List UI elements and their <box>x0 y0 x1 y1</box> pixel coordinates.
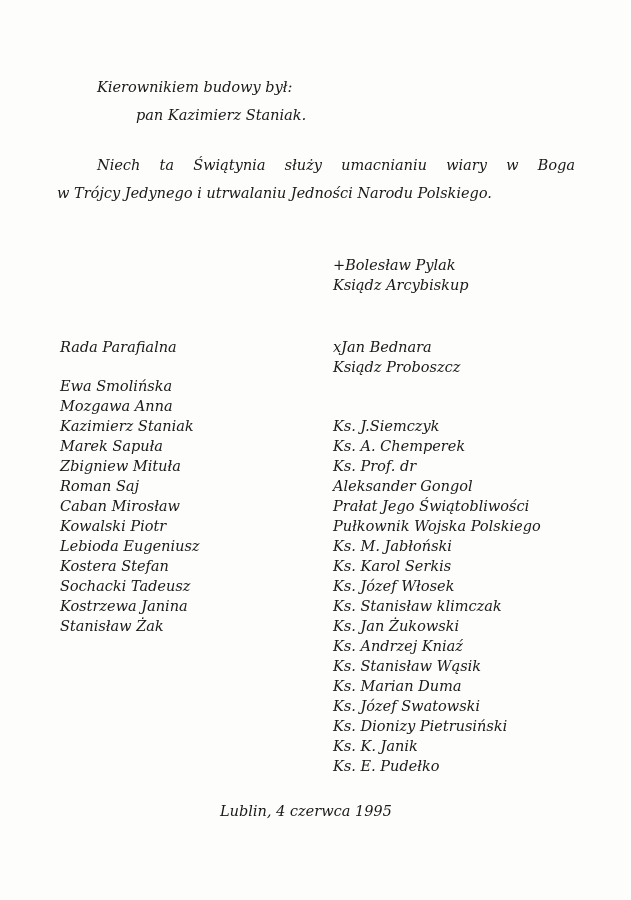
archbishop-title: Ksiądz Arcybiskup <box>333 278 469 294</box>
list-item: Prałat Jego Świątobliwości <box>333 499 530 515</box>
list-item: Zbigniew Mituła <box>60 459 181 475</box>
construction-manager-heading: Kierownikiem budowy był: <box>97 80 293 96</box>
list-item: Ks. M. Jabłoński <box>333 539 452 555</box>
list-item: Ks. Stanisław Wąsik <box>333 659 482 675</box>
construction-manager-name: pan Kazimierz Staniak. <box>136 108 307 124</box>
list-item: Ks. Jan Żukowski <box>333 619 460 635</box>
list-item: Lebioda Eugeniusz <box>60 539 200 555</box>
list-item: Ks. K. Janik <box>333 739 418 755</box>
list-item: Pułkownik Wojska Polskiego <box>333 519 541 535</box>
list-item: Ks. Marian Duma <box>333 679 462 695</box>
list-item: Aleksander Gongol <box>333 479 473 495</box>
pastor-name: xJan Bednara <box>333 340 432 356</box>
pastor-title: Ksiądz Proboszcz <box>333 360 461 376</box>
list-item: Marek Sapuła <box>60 439 163 455</box>
archbishop-signature-block <box>333 256 469 296</box>
list-item: Caban Mirosław <box>60 499 180 515</box>
list-item: Ks. Józef Swatowski <box>333 699 481 715</box>
dedication-line-2: w Trójcy Jedynego i utrwalaniu Jedności Narodu Polskiego. <box>57 186 492 202</box>
list-item: Ks. Karol Serkis <box>333 559 452 575</box>
list-item: Sochacki Tadeusz <box>60 579 191 595</box>
list-item: Kostera Stefan <box>60 559 169 575</box>
list-item: Ks. Prof. dr <box>333 459 417 475</box>
list-item: Ks. Andrzej Kniaź <box>333 639 463 655</box>
dedication-line-1: Niech ta Świątynia służy umacnianiu wiary w Boga <box>97 158 575 174</box>
archbishop-name: +Bolesław Pylak <box>333 258 456 274</box>
list-item: Ks. E. Pudełko <box>333 759 440 775</box>
list-item: Kostrzewa Janina <box>60 599 188 615</box>
list-item: Ks. Stanisław klimczak <box>333 599 502 615</box>
list-item: Kowalski Piotr <box>60 519 167 535</box>
list-item: Ks. A. Chemperek <box>333 439 466 455</box>
list-item: Roman Saj <box>60 479 140 495</box>
pastor-signature-block <box>333 338 460 378</box>
parish-council-list <box>60 377 200 637</box>
list-item: Kazimierz Staniak <box>60 419 194 435</box>
list-item: Ewa Smolińska <box>60 379 173 395</box>
list-item: Stanisław Żak <box>60 619 164 635</box>
list-item: Ks. J.Siemczyk <box>333 419 440 435</box>
list-item: Mozgawa Anna <box>60 399 173 415</box>
clergy-list <box>333 417 541 777</box>
parish-council-title: Rada Parafialna <box>60 340 177 356</box>
place-and-date: Lublin, 4 czerwca 1995 <box>220 804 392 820</box>
list-item: Ks. Dionizy Pietrusiński <box>333 719 508 735</box>
list-item: Ks. Józef Włosek <box>333 579 455 595</box>
